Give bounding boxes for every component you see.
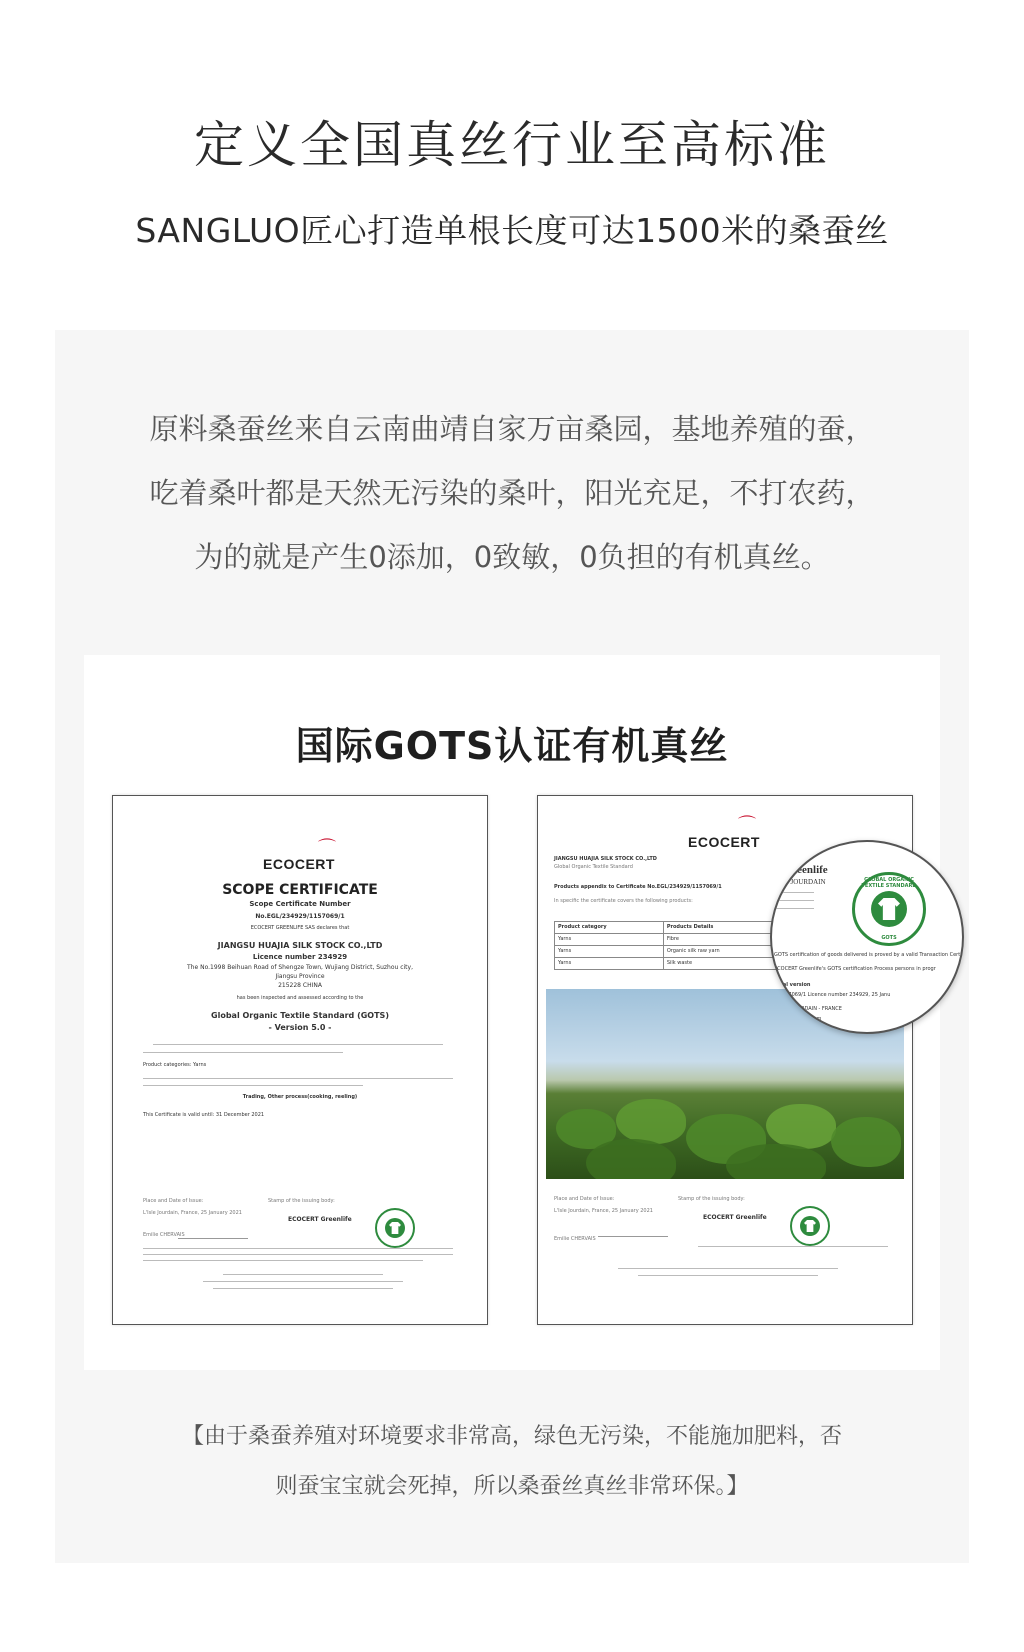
place-label: Place and Date of Issue: [554,1196,615,1202]
appendix-company: JIANGSU HUAJIA SILK STOCK CO.,LTD [554,856,657,862]
certificate-address: The No.1998 Beihuan Road of Shengze Town, Wujiang District, Suzhou city, [187,964,413,971]
gots-ring-bottom: GOTS [881,935,897,941]
text-line [143,1085,363,1086]
leaf-shape [831,1117,901,1167]
intro-line: 为的就是产生0添加，0致敏，0负担的有机真丝。 [194,540,830,574]
table-cell: Silk waste [666,960,693,966]
text-line [223,1274,383,1275]
text-line [143,1254,453,1255]
magnified-stamp-detail [770,840,964,1034]
certificate-issuer: ECOCERT GREENLIFE SAS declares that [250,925,350,931]
table-header-row [555,922,795,933]
process-categories: Trading, Other process(cooking, reeling) [242,1094,358,1100]
stamp-label: Stamp of the issuing body: [268,1198,335,1204]
stamp-name: ECOCERT Greenlife [288,1216,352,1223]
magnified-text-line: ert.com [802,1016,822,1022]
place-value: L'Isle Jourdain, France, 25 January 2021 [554,1208,653,1214]
table-row [555,945,795,957]
gots-ring-text: GLOBAL ORGANIC TEXTILE STANDARD [861,877,917,889]
table-cell: Fibre [666,936,679,942]
text-line [774,900,814,901]
ecocert-logo: ECOCERT [263,856,335,872]
magnified-text-line: GOTS certification of goods delivered is proved by a valid Transaction Certi [774,952,962,958]
signature-mark [178,1218,248,1239]
magnified-text-line: ginal version [774,982,811,988]
certificate-address: Jiangsu Province [275,973,325,980]
text-line [153,1044,443,1045]
footnote-line: 【由于桑蚕养殖对环境要求非常高，绿色无污染，不能施加肥料，否 [181,1424,842,1449]
intro-line: 原料桑蚕丝来自云南曲靖自家万亩桑园，基地养殖的蚕， [149,412,875,446]
certification-heading: 国际GOTS认证有机真丝 [295,724,729,768]
table-cell: Yarns [555,958,664,969]
signature-mark [598,1216,668,1237]
magnified-stamp-name: T Greenlife [774,864,828,876]
ecocert-bird-icon: ⌒ [318,838,336,859]
gots-logo-icon [375,1208,415,1248]
place-label: Place and Date of Issue: [143,1198,204,1204]
appendix-note: In specific the certificate covers the following products: [554,898,693,904]
stamp-label: Stamp of the issuing body: [678,1196,745,1202]
table-cell: Yarns [555,934,664,945]
intro-paragraph [0,397,1024,589]
table-row [555,933,795,945]
magnified-stamp-address: ISLE JOURDAIN [774,878,826,886]
leaf-shape [726,1144,826,1179]
place-value: L'Isle Jourdain, France, 25 January 2021 [143,1210,242,1216]
footnote-line: 则蚕宝宝就会死掉，所以桑蚕丝真丝非常环保。】 [275,1474,749,1499]
gots-logo-icon [852,872,926,946]
leaf-shape [616,1099,686,1144]
appendix-standard: Global Organic Textile Standard [554,864,633,870]
table-cell: Organic silk raw yarn [666,948,720,954]
gots-logo-icon [790,1206,830,1246]
text-line [143,1078,453,1079]
table-header: Product category [555,922,664,933]
certificate-standard: Global Organic Textile Standard (GOTS) [211,1011,389,1020]
text-line [698,1246,888,1247]
page-subtitle: SANGLUO匠心打造单根长度可达1500米的桑蚕丝 [135,211,889,250]
magnified-text-line: ECOCERT Greenlife's GOTS certification Process persons in progr [774,966,936,972]
ecocert-bird-icon: ⌒ [738,815,756,836]
certificate-company: JIANGSU HUAJIA SILK STOCK CO.,LTD [217,941,383,950]
certificate-validity: This Certificate is valid until: 31 December 2021 [143,1112,265,1118]
text-line [213,1288,393,1289]
text-line [638,1275,818,1276]
table-cell: Yarns [555,946,664,957]
certificate-assessed: has been inspected and assessed according to the [236,995,364,1001]
text-line [143,1260,423,1261]
leaf-shape [766,1104,836,1149]
certificate-address: 215228 CHINA [278,982,322,989]
certificate-version: - Version 5.0 - [268,1023,332,1032]
text-line [618,1268,838,1269]
signatory-name: Emilie CHERVAIS [143,1232,185,1238]
intro-line: 吃着桑叶都是天然无污染的桑叶，阳光充足，不打农药， [149,476,875,510]
page-title: 定义全国真丝行业至高标准 [194,116,830,174]
magnified-text-line: 9/1157069/1 Licence number 234929, 25 Janu [774,992,891,998]
scope-certificate-image [112,795,488,1325]
certificate-number: No.EGL/234929/1157069/1 [255,913,345,920]
certificate-subtitle: Scope Certificate Number [249,900,351,908]
stamp-name: ECOCERT Greenlife [703,1214,767,1221]
text-line [774,908,814,909]
certificate-title: SCOPE CERTIFICATE [222,882,378,898]
footnote [0,1412,1024,1512]
products-table [554,921,796,970]
leaf-shape [586,1139,676,1179]
text-line [203,1281,403,1282]
certificate-licence: Licence number 234929 [252,953,348,961]
table-header: Products Details [666,924,714,930]
product-categories: Product categories: Yarns [143,1062,207,1068]
ecocert-logo: ECOCERT [688,834,760,850]
magnified-text-line: JOURDAIN - FRANCE [792,1006,842,1012]
text-line [143,1052,343,1053]
table-row [555,957,795,969]
appendix-number: Products appendix to Certificate No.EGL/234929/1157069/1 [554,884,722,890]
text-line [143,1248,453,1249]
signatory-name: Emilie CHERVAIS [554,1236,596,1242]
text-line [774,892,814,893]
